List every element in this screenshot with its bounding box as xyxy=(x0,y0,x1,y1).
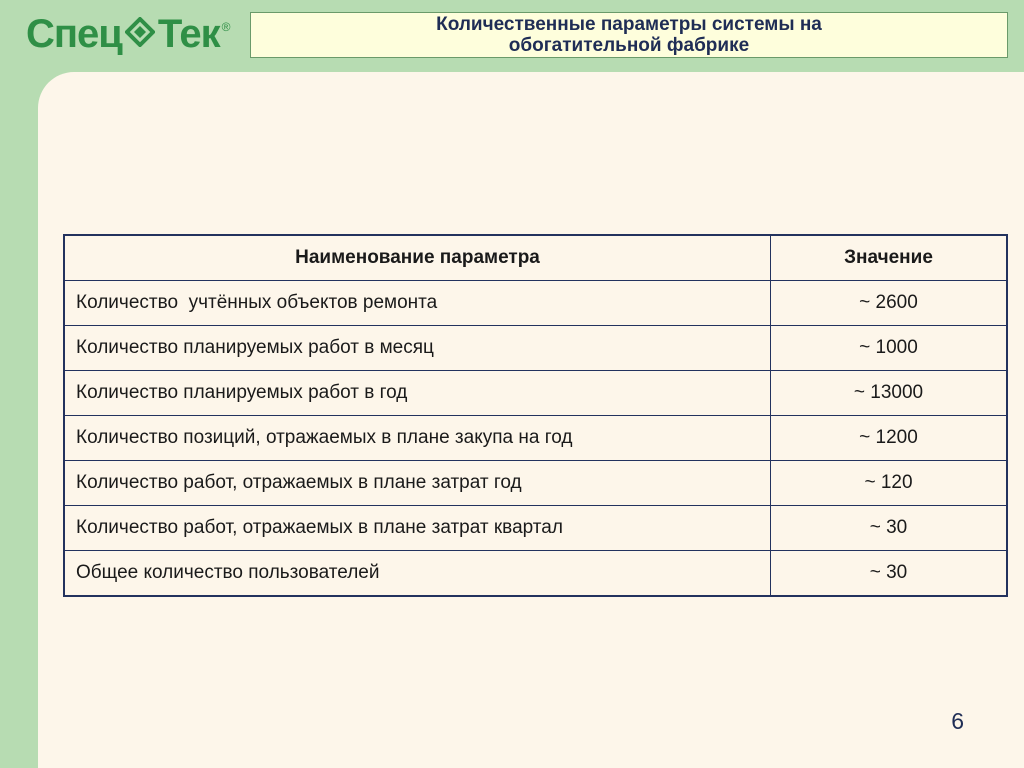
table-row xyxy=(64,506,1007,551)
row-value: ~ 30 xyxy=(771,551,1008,597)
table-row xyxy=(64,371,1007,416)
header-parameter-name: Наименование параметра xyxy=(64,235,771,281)
registered-mark: ® xyxy=(221,20,230,34)
header-value: Значение xyxy=(771,235,1008,281)
row-value: ~ 120 xyxy=(771,461,1008,506)
row-name: Количество планируемых работ в месяц xyxy=(64,326,771,371)
table-row xyxy=(64,461,1007,506)
row-name: Количество позиций, отражаемых в плане закупа на год xyxy=(64,416,771,461)
logo-mark-icon xyxy=(125,12,155,57)
row-value: ~ 30 xyxy=(771,506,1008,551)
row-value: ~ 1000 xyxy=(771,326,1008,371)
title-line-2: обогатительной фабрике xyxy=(508,35,750,56)
spectek-logo xyxy=(26,2,229,66)
logo-text-right: Тек xyxy=(157,11,220,56)
table-header-row xyxy=(64,235,1007,281)
page-number: 6 xyxy=(951,708,964,734)
row-value: ~ 1200 xyxy=(771,416,1008,461)
row-name: Количество работ, отражаемых в плане затрат год xyxy=(64,461,771,506)
table-row xyxy=(64,551,1007,597)
row-value: ~ 2600 xyxy=(771,281,1008,326)
table-row xyxy=(64,326,1007,371)
row-name: Количество работ, отражаемых в плане затрат квартал xyxy=(64,506,771,551)
table-row xyxy=(64,281,1007,326)
row-value: ~ 13000 xyxy=(771,371,1008,416)
row-name: Количество учтённых объектов ремонта xyxy=(64,281,771,326)
logo-text-left: Спец xyxy=(26,11,122,56)
table-row xyxy=(64,416,1007,461)
title-line-1: Количественные параметры системы на xyxy=(436,14,822,35)
row-name: Общее количество пользователей xyxy=(64,551,771,597)
row-name: Количество планируемых работ в год xyxy=(64,371,771,416)
slide-title xyxy=(250,12,1008,58)
parameters-table xyxy=(63,234,1008,597)
